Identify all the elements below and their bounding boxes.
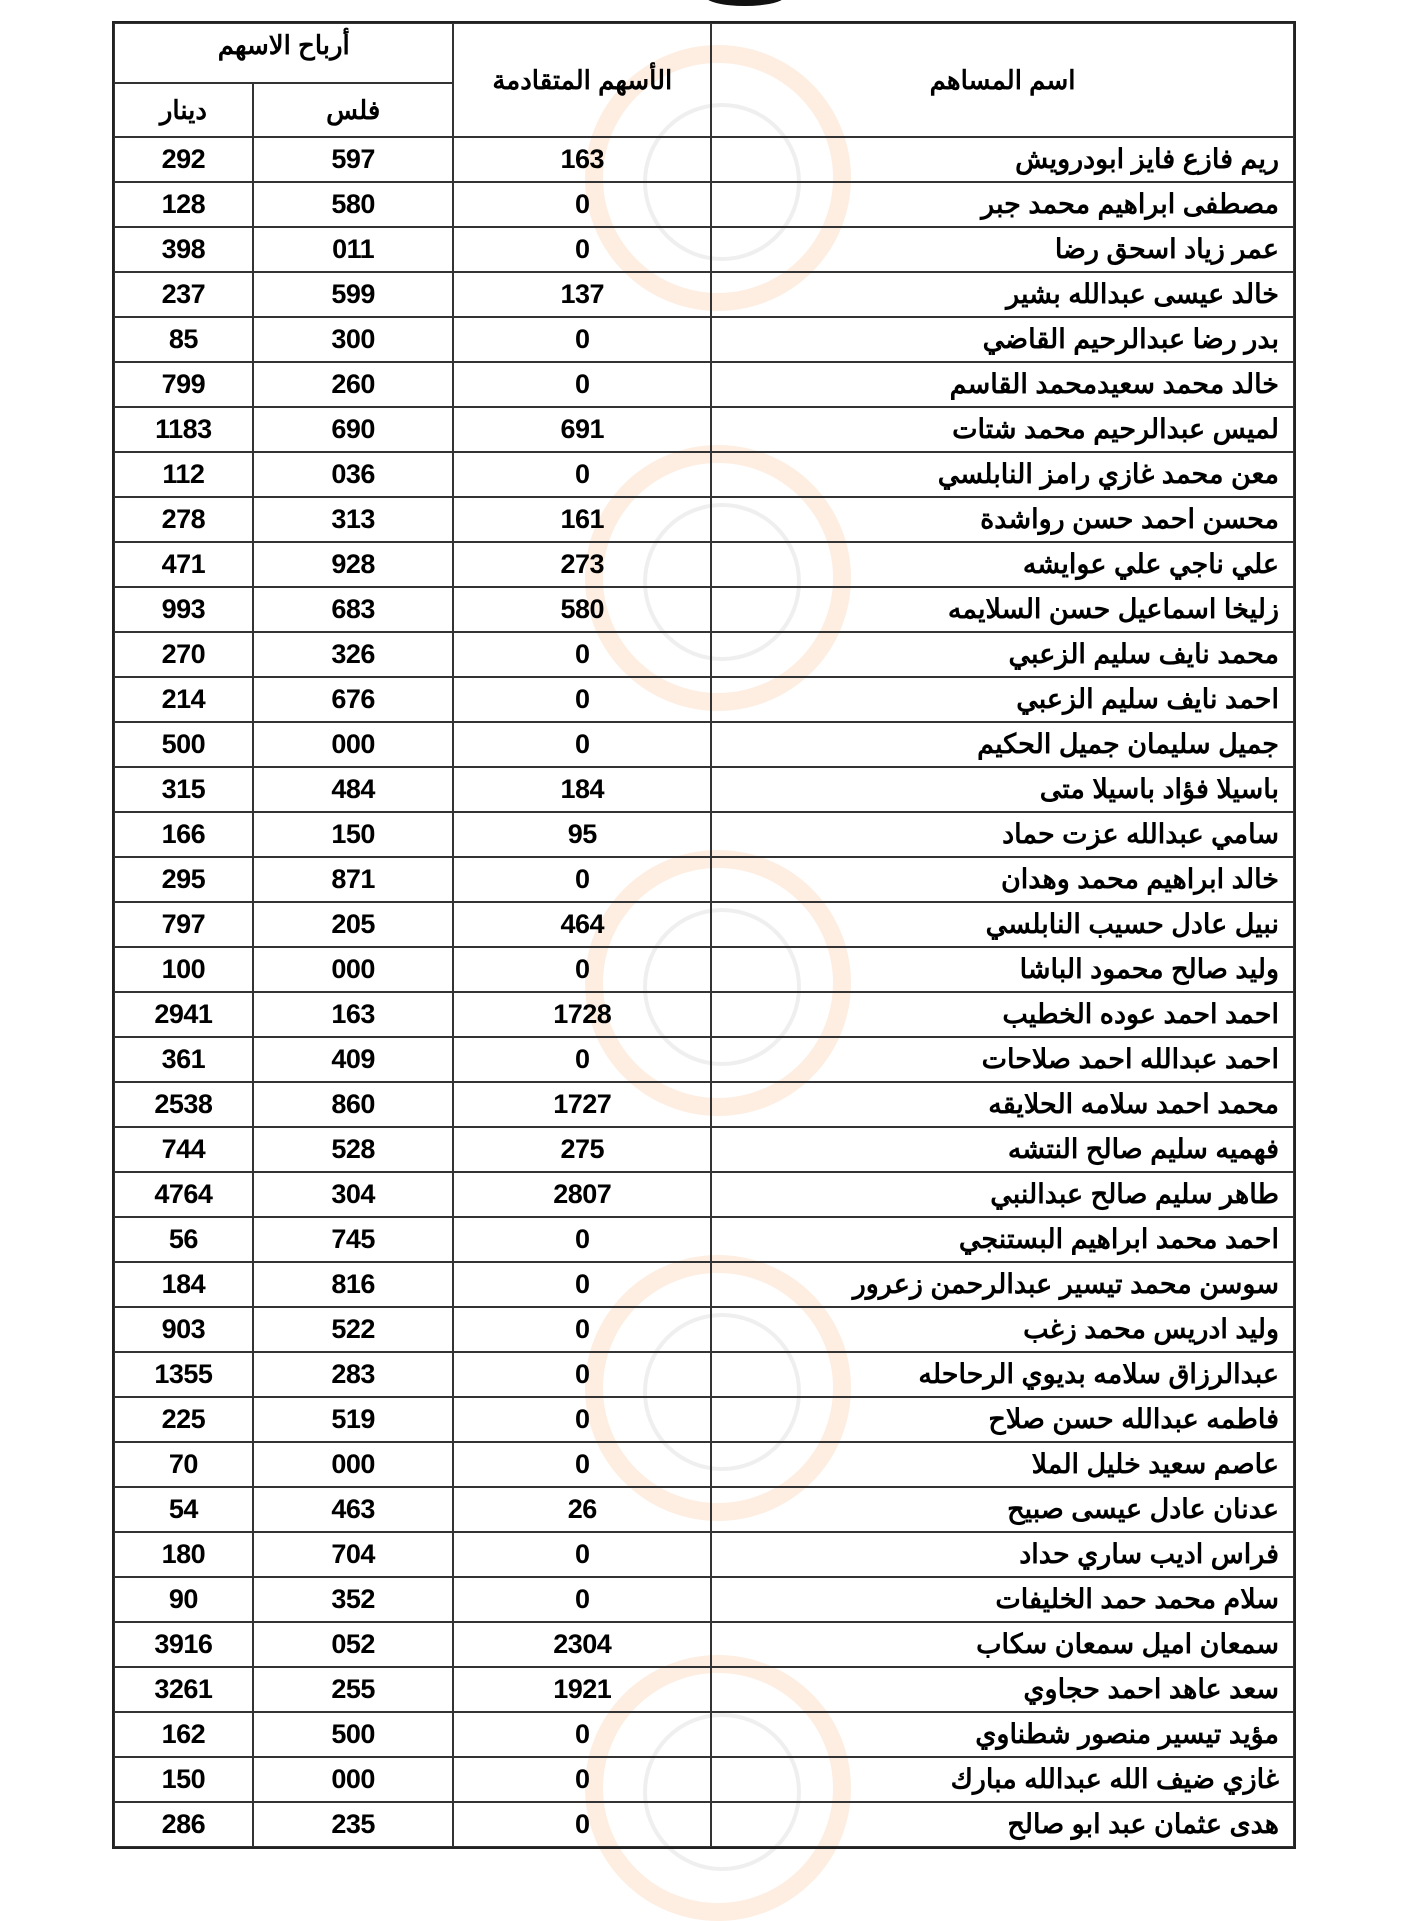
- shares-cell: 0: [453, 1577, 711, 1622]
- fils-cell: 000: [253, 1442, 454, 1487]
- shares-cell: 2304: [453, 1622, 711, 1667]
- table-row: [114, 452, 1294, 497]
- fils-cell: 599: [253, 272, 454, 317]
- shares-cell: 273: [453, 542, 711, 587]
- dinar-cell: 500: [114, 722, 253, 767]
- dinar-cell: 295: [114, 857, 253, 902]
- name-cell: سلام محمد حمد الخليفات: [711, 1577, 1294, 1622]
- fils-cell: 522: [253, 1307, 454, 1352]
- shares-cell: 275: [453, 1127, 711, 1172]
- shares-cell: 163: [453, 137, 711, 182]
- fils-cell: 683: [253, 587, 454, 632]
- table-row: [114, 587, 1294, 632]
- fils-cell: 528: [253, 1127, 454, 1172]
- dinar-cell: 180: [114, 1532, 253, 1577]
- fils-cell: 500: [253, 1712, 454, 1757]
- table-row: [114, 1397, 1294, 1442]
- table-row: [114, 1757, 1294, 1802]
- dinar-cell: 797: [114, 902, 253, 947]
- table-row: [114, 1172, 1294, 1217]
- dinar-cell: 361: [114, 1037, 253, 1082]
- fils-cell: 676: [253, 677, 454, 722]
- shares-cell: 0: [453, 317, 711, 362]
- dinar-cell: 1183: [114, 407, 253, 452]
- dinar-cell: 90: [114, 1577, 253, 1622]
- dinar-cell: 225: [114, 1397, 253, 1442]
- name-cell: طاهر سليم صالح عبدالنبي: [711, 1172, 1294, 1217]
- top-decoration: [705, 0, 785, 6]
- dinar-cell: 3261: [114, 1667, 253, 1712]
- name-cell: احمد احمد عوده الخطيب: [711, 992, 1294, 1037]
- shares-cell: 0: [453, 1397, 711, 1442]
- table-row: [114, 1307, 1294, 1352]
- table-row: [114, 1127, 1294, 1172]
- fils-cell: 928: [253, 542, 454, 587]
- dinar-cell: 166: [114, 812, 253, 857]
- shares-cell: 464: [453, 902, 711, 947]
- shares-cell: 0: [453, 1442, 711, 1487]
- table-row: [114, 857, 1294, 902]
- table-row: [114, 1487, 1294, 1532]
- dinar-cell: 398: [114, 227, 253, 272]
- dinar-cell: 471: [114, 542, 253, 587]
- fils-cell: 036: [253, 452, 454, 497]
- dinar-cell: 903: [114, 1307, 253, 1352]
- table-row: [114, 902, 1294, 947]
- table-row: [114, 1442, 1294, 1487]
- table-row: [114, 1802, 1294, 1847]
- table-row: [114, 1712, 1294, 1757]
- name-cell: احمد محمد ابراهيم البستنجي: [711, 1217, 1294, 1262]
- table-row: [114, 722, 1294, 767]
- name-cell: خالد عيسى عبدالله بشير: [711, 272, 1294, 317]
- fils-cell: 597: [253, 137, 454, 182]
- table-row: [114, 182, 1294, 227]
- shares-cell: 184: [453, 767, 711, 812]
- dinar-cell: 4764: [114, 1172, 253, 1217]
- fils-cell: 313: [253, 497, 454, 542]
- fils-cell: 283: [253, 1352, 454, 1397]
- table-row: [114, 542, 1294, 587]
- name-cell: نبيل عادل حسيب النابلسي: [711, 902, 1294, 947]
- fils-cell: 150: [253, 812, 454, 857]
- name-cell: مصطفى ابراهيم محمد جبر: [711, 182, 1294, 227]
- table-row: [114, 677, 1294, 722]
- fils-cell: 163: [253, 992, 454, 1037]
- table-row: [114, 947, 1294, 992]
- table-row: [114, 1217, 1294, 1262]
- dinar-cell: 799: [114, 362, 253, 407]
- name-cell: عمر زياد اسحق رضا: [711, 227, 1294, 272]
- dinar-cell: 54: [114, 1487, 253, 1532]
- table-row: [114, 1082, 1294, 1127]
- fils-cell: 205: [253, 902, 454, 947]
- shares-cell: 0: [453, 722, 711, 767]
- fils-cell: 304: [253, 1172, 454, 1217]
- name-cell: محمد نايف سليم الزعبي: [711, 632, 1294, 677]
- table-row: [114, 317, 1294, 362]
- shares-cell: 0: [453, 1037, 711, 1082]
- fils-cell: 409: [253, 1037, 454, 1082]
- shares-cell: 137: [453, 272, 711, 317]
- table-row: [114, 1037, 1294, 1082]
- fils-cell: 860: [253, 1082, 454, 1127]
- name-cell: هدى عثمان عبد ابو صالح: [711, 1802, 1294, 1847]
- fils-cell: 011: [253, 227, 454, 272]
- fils-cell: 690: [253, 407, 454, 452]
- name-cell: سوسن محمد تيسير عبدالرحمن زعرور: [711, 1262, 1294, 1307]
- dinar-cell: 1355: [114, 1352, 253, 1397]
- shares-cell: 0: [453, 1352, 711, 1397]
- dinar-cell: 162: [114, 1712, 253, 1757]
- fils-cell: 052: [253, 1622, 454, 1667]
- header-fils: فلس: [253, 83, 454, 137]
- shares-cell: 580: [453, 587, 711, 632]
- fils-cell: 300: [253, 317, 454, 362]
- dinar-cell: 184: [114, 1262, 253, 1307]
- fils-cell: 235: [253, 1802, 454, 1847]
- name-cell: معن محمد غازي رامز النابلسي: [711, 452, 1294, 497]
- name-cell: احمد نايف سليم الزعبي: [711, 677, 1294, 722]
- table-row: [114, 992, 1294, 1037]
- name-cell: سامي عبدالله عزت حماد: [711, 812, 1294, 857]
- shares-cell: 0: [453, 362, 711, 407]
- table-row: [114, 272, 1294, 317]
- dinar-cell: 3916: [114, 1622, 253, 1667]
- fils-cell: 000: [253, 1757, 454, 1802]
- name-cell: غازي ضيف الله عبدالله مبارك: [711, 1757, 1294, 1802]
- name-cell: فهميه سليم صالح النتشه: [711, 1127, 1294, 1172]
- name-cell: مؤيد تيسير منصور شطناوي: [711, 1712, 1294, 1757]
- shares-cell: 691: [453, 407, 711, 452]
- dinar-cell: 286: [114, 1802, 253, 1847]
- dinar-cell: 270: [114, 632, 253, 677]
- shares-cell: 1921: [453, 1667, 711, 1712]
- name-cell: سمعان اميل سمعان سكاب: [711, 1622, 1294, 1667]
- dinar-cell: 112: [114, 452, 253, 497]
- shares-cell: 0: [453, 1802, 711, 1847]
- dinar-cell: 100: [114, 947, 253, 992]
- shares-cell: 0: [453, 947, 711, 992]
- dinar-cell: 292: [114, 137, 253, 182]
- table-row: [114, 497, 1294, 542]
- dinar-cell: 278: [114, 497, 253, 542]
- fils-cell: 463: [253, 1487, 454, 1532]
- table-row: [114, 1577, 1294, 1622]
- table-row: [114, 767, 1294, 812]
- name-cell: سعد عاهد احمد حجاوي: [711, 1667, 1294, 1712]
- name-cell: خالد محمد سعيدمحمد القاسم: [711, 362, 1294, 407]
- fils-cell: 484: [253, 767, 454, 812]
- shares-cell: 1728: [453, 992, 711, 1037]
- fils-cell: 000: [253, 722, 454, 767]
- dinar-cell: 128: [114, 182, 253, 227]
- header-dinar: دينار: [114, 83, 253, 137]
- header-name: اسم المساهم: [711, 23, 1294, 137]
- table-row: [114, 1532, 1294, 1577]
- fils-cell: 260: [253, 362, 454, 407]
- name-cell: وليد صالح محمود الباشا: [711, 947, 1294, 992]
- name-cell: فراس اديب ساري حداد: [711, 1532, 1294, 1577]
- name-cell: خالد ابراهيم محمد وهدان: [711, 857, 1294, 902]
- table-row: [114, 1667, 1294, 1712]
- table-row: [114, 1352, 1294, 1397]
- dinar-cell: 2538: [114, 1082, 253, 1127]
- shares-cell: 0: [453, 677, 711, 722]
- table-row: [114, 227, 1294, 272]
- shares-cell: 0: [453, 1262, 711, 1307]
- fils-cell: 519: [253, 1397, 454, 1442]
- shares-cell: 0: [453, 1532, 711, 1577]
- dinar-cell: 315: [114, 767, 253, 812]
- dinar-cell: 85: [114, 317, 253, 362]
- table-row: [114, 632, 1294, 677]
- name-cell: ريم فازع فايز ابودرويش: [711, 137, 1294, 182]
- shares-cell: 26: [453, 1487, 711, 1532]
- fils-cell: 871: [253, 857, 454, 902]
- shares-cell: 0: [453, 632, 711, 677]
- dinar-cell: 70: [114, 1442, 253, 1487]
- dinar-cell: 993: [114, 587, 253, 632]
- fils-cell: 000: [253, 947, 454, 992]
- dinar-cell: 237: [114, 272, 253, 317]
- fils-cell: 326: [253, 632, 454, 677]
- shares-cell: 0: [453, 452, 711, 497]
- shares-cell: 0: [453, 857, 711, 902]
- name-cell: باسيلا فؤاد باسيلا متى: [711, 767, 1294, 812]
- dinar-cell: 744: [114, 1127, 253, 1172]
- fils-cell: 704: [253, 1532, 454, 1577]
- table-row: [114, 1262, 1294, 1307]
- name-cell: محمد احمد سلامه الحلايقه: [711, 1082, 1294, 1127]
- shares-cell: 0: [453, 182, 711, 227]
- name-cell: علي ناجي علي عوايشه: [711, 542, 1294, 587]
- table-row: [114, 137, 1294, 182]
- table-row: [114, 362, 1294, 407]
- shares-cell: 2807: [453, 1172, 711, 1217]
- name-cell: احمد عبدالله احمد صلاحات: [711, 1037, 1294, 1082]
- name-cell: عاصم سعيد خليل الملا: [711, 1442, 1294, 1487]
- name-cell: محسن احمد حسن رواشدة: [711, 497, 1294, 542]
- shares-cell: 0: [453, 1307, 711, 1352]
- name-cell: فاطمه عبدالله حسن صلاح: [711, 1397, 1294, 1442]
- shares-cell: 0: [453, 227, 711, 272]
- fils-cell: 816: [253, 1262, 454, 1307]
- fils-cell: 352: [253, 1577, 454, 1622]
- fils-cell: 580: [253, 182, 454, 227]
- name-cell: عدنان عادل عيسى صبيح: [711, 1487, 1294, 1532]
- shares-cell: 0: [453, 1757, 711, 1802]
- shares-cell: 0: [453, 1217, 711, 1262]
- dinar-cell: 150: [114, 1757, 253, 1802]
- name-cell: بدر رضا عبدالرحيم القاضي: [711, 317, 1294, 362]
- shares-cell: 161: [453, 497, 711, 542]
- fils-cell: 745: [253, 1217, 454, 1262]
- shares-cell: 0: [453, 1712, 711, 1757]
- table-row: [114, 812, 1294, 857]
- shares-cell: 1727: [453, 1082, 711, 1127]
- fils-cell: 255: [253, 1667, 454, 1712]
- dinar-cell: 56: [114, 1217, 253, 1262]
- name-cell: لميس عبدالرحيم محمد شتات: [711, 407, 1294, 452]
- table-row: [114, 407, 1294, 452]
- shares-cell: 95: [453, 812, 711, 857]
- shareholders-table: [112, 21, 1296, 1849]
- name-cell: وليد ادريس محمد زغب: [711, 1307, 1294, 1352]
- table-row: [114, 1622, 1294, 1667]
- name-cell: عبدالرزاق سلامه بديوي الرحاحله: [711, 1352, 1294, 1397]
- dinar-cell: 214: [114, 677, 253, 722]
- header-accumulated-shares: الأسهم المتقادمة: [453, 23, 711, 137]
- name-cell: زليخا اسماعيل حسن السلايمه: [711, 587, 1294, 632]
- name-cell: جميل سليمان جميل الحكيم: [711, 722, 1294, 767]
- header-dividends: أرباح الاسهم: [114, 23, 453, 83]
- dinar-cell: 2941: [114, 992, 253, 1037]
